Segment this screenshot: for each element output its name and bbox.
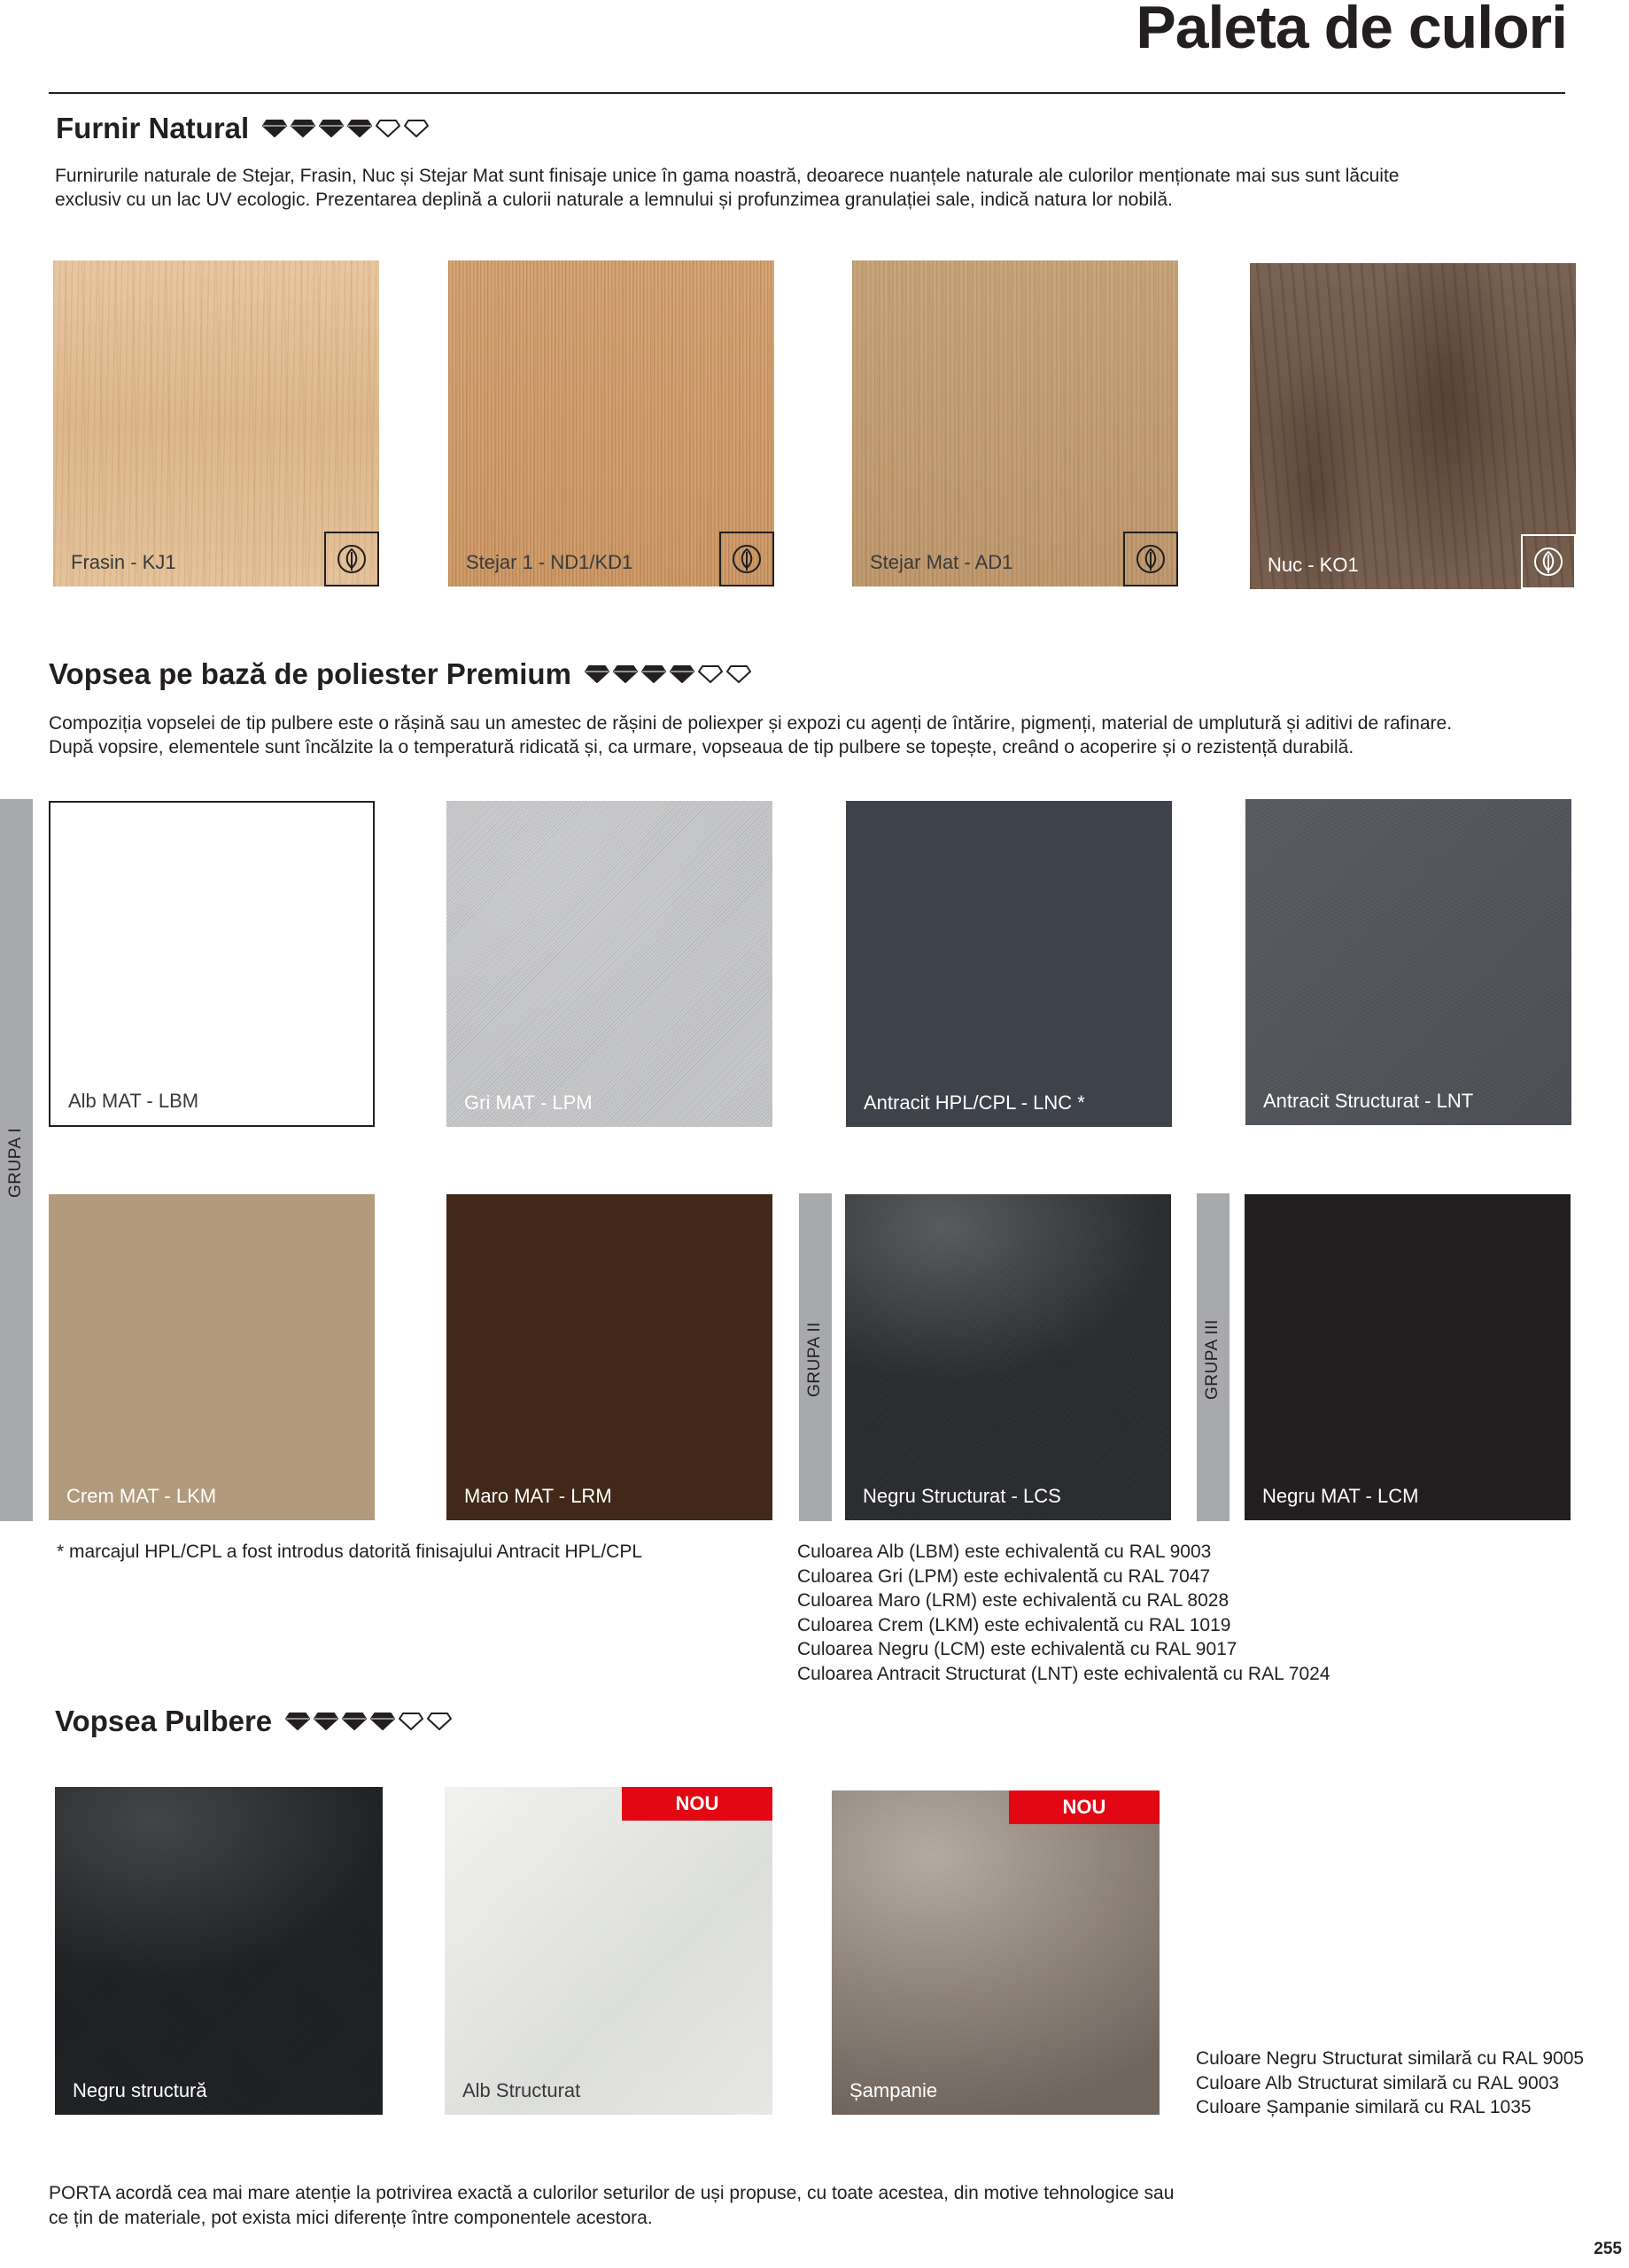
ral-note: Culoarea Alb (LBM) este echivalentă cu RAL 9003 bbox=[797, 1542, 1212, 1562]
swatch-frasin[interactable] bbox=[53, 260, 379, 586]
swatch-nuc[interactable] bbox=[1250, 263, 1576, 589]
disclaimer bbox=[49, 2181, 1174, 2230]
swatch-stejar-1[interactable] bbox=[448, 260, 774, 586]
ral-note: Culoarea Antracit Structurat (LNT) este echivalentă cu RAL 7024 bbox=[797, 1663, 1330, 1684]
swatch-gri-mat[interactable] bbox=[446, 801, 772, 1127]
swatch-alb-mat[interactable] bbox=[49, 801, 375, 1127]
swatch-label: Stejar Mat - AD1 bbox=[870, 551, 1013, 573]
swatch-label: Șampanie bbox=[849, 2079, 938, 2101]
diamond-outline-icon bbox=[403, 119, 430, 138]
swatch-label: Negru MAT - LCM bbox=[1262, 1485, 1419, 1507]
ral-note: Culoarea Maro (LRM) este echivalentă cu RAL 8028 bbox=[797, 1590, 1230, 1611]
poliester-title-text: Vopsea pe bază de poliester Premium bbox=[49, 657, 571, 690]
swatch-label: Antracit HPL/CPL - LNC * bbox=[864, 1091, 1085, 1114]
poliester-description-line: Compoziția vopselei de tip pulbere este o rășină sau un amestec de rășini de poliexper și expozi cu agenți de întărire, pigmenți, material de umplutură și aditivi de rafinare. bbox=[49, 713, 1453, 734]
swatch-label: Negru structură bbox=[73, 2079, 207, 2101]
page-number: 255 bbox=[1594, 2240, 1622, 2258]
swatch-negru-structurat[interactable] bbox=[845, 1194, 1171, 1520]
swatch-label: Alb MAT - LBM bbox=[68, 1090, 199, 1112]
leaf-icon bbox=[1521, 534, 1576, 589]
leaf-icon bbox=[719, 532, 774, 586]
diamond-outline-icon bbox=[398, 1712, 424, 1731]
hpl-footnote bbox=[57, 1540, 642, 1565]
diamond-filled-icon bbox=[346, 119, 373, 138]
swatch-label: Frasin - KJ1 bbox=[71, 551, 176, 573]
swatch-maro-mat[interactable] bbox=[446, 1194, 772, 1520]
swatch-label: Nuc - KO1 bbox=[1268, 554, 1359, 576]
diamond-filled-icon bbox=[612, 664, 639, 684]
diamond-outline-icon bbox=[697, 664, 724, 684]
swatch-antracit-structurat[interactable] bbox=[1245, 799, 1571, 1125]
swatch-label: Stejar 1 - ND1/KD1 bbox=[466, 551, 633, 573]
swatch-antracit-hpl[interactable] bbox=[846, 801, 1172, 1127]
ral-note: Culoarea Gri (LPM) este echivalentă cu RAL 7047 bbox=[797, 1565, 1211, 1587]
new-badge: NOU bbox=[1009, 1790, 1160, 1824]
swatch-negru-mat[interactable] bbox=[1245, 1194, 1571, 1520]
group-label-grupa-3: GRUPA III bbox=[1203, 1319, 1222, 1400]
diamond-outline-icon bbox=[725, 664, 752, 684]
diamond-filled-icon bbox=[369, 1712, 396, 1731]
diamond-filled-icon bbox=[313, 1712, 339, 1731]
poliester-ral-notes bbox=[797, 1540, 1330, 1686]
leaf-icon bbox=[324, 532, 379, 586]
diamond-outline-icon bbox=[426, 1712, 453, 1731]
footnote-text: * marcajul HPL/CPL a fost introdus datorită finisajului Antracit HPL/CPL bbox=[57, 1542, 643, 1562]
swatch-stejar-mat[interactable] bbox=[852, 260, 1178, 586]
diamond-filled-icon bbox=[261, 119, 288, 138]
diamond-filled-icon bbox=[318, 119, 345, 138]
furnir-section-title bbox=[56, 112, 430, 145]
diamond-filled-icon bbox=[284, 1712, 311, 1731]
pulbere-rating bbox=[284, 1712, 453, 1731]
diamond-filled-icon bbox=[640, 664, 667, 684]
poliester-section-title bbox=[49, 657, 752, 691]
furnir-description-line: Furnirurile naturale de Stejar, Frasin, Nuc și Stejar Mat sunt finisaje unice în gama noastră, deoarece nuanțele naturale ale culorilor menționate mai sus sunt lăcuite bbox=[55, 166, 1400, 186]
diamond-filled-icon bbox=[341, 1712, 368, 1731]
pulbere-ral-notes bbox=[1196, 2047, 1584, 2120]
title-divider bbox=[49, 92, 1565, 94]
group-label-grupa-2: GRUPA II bbox=[805, 1322, 824, 1397]
furnir-description-line: exclusiv cu un lac UV ecologic. Prezentarea deplină a culorii naturale a lemnului și profunzimea granulației sale, indică natura lor nobilă. bbox=[55, 190, 1173, 210]
diamond-filled-icon bbox=[290, 119, 316, 138]
ral-note: Culoare Alb Structurat similară cu RAL 9003 bbox=[1196, 2072, 1560, 2093]
disclaimer-line: ce țin de materiale, pot exista mici diferențe între componentele acestora. bbox=[49, 2207, 653, 2228]
swatch-label: Negru Structurat - LCS bbox=[863, 1485, 1061, 1507]
swatch-label: Maro MAT - LRM bbox=[464, 1485, 612, 1507]
group-label-grupa-1: GRUPA I bbox=[6, 1127, 25, 1198]
disclaimer-line: PORTA acordă cea mai mare atenție la potrivirea exactă a culorilor seturilor de uși propuse, cu toate acestea, din motive tehnologice sau bbox=[49, 2183, 1175, 2203]
swatch-negru-structura[interactable] bbox=[55, 1787, 383, 2115]
pulbere-title-text: Vopsea Pulbere bbox=[55, 1705, 273, 1737]
poliester-description-line: După vopsire, elementele sunt încălzite la o temperatură ridicată și, ca urmare, vopseaua de tip pulbere se topește, creând o acoperire și o rezistență durabilă. bbox=[49, 737, 1354, 757]
poliester-rating bbox=[584, 664, 752, 684]
swatch-label: Gri MAT - LPM bbox=[464, 1091, 593, 1114]
swatch-label: Antracit Structurat - LNT bbox=[1263, 1090, 1474, 1112]
ral-note: Culoare Negru Structurat similară cu RAL 9005 bbox=[1196, 2048, 1585, 2069]
ral-note: Culoare Șampanie similară cu RAL 1035 bbox=[1196, 2097, 1532, 2117]
ral-note: Culoarea Negru (LCM) este echivalentă cu RAL 9017 bbox=[797, 1639, 1237, 1659]
furnir-description bbox=[55, 164, 1543, 212]
poliester-description bbox=[49, 711, 1572, 759]
swatch-alb-structurat[interactable] bbox=[445, 1787, 772, 2115]
swatch-crem-mat[interactable] bbox=[49, 1194, 375, 1520]
furnir-rating bbox=[261, 119, 430, 138]
furnir-title-text: Furnir Natural bbox=[56, 112, 250, 144]
page-title: Paleta de culori bbox=[1136, 0, 1567, 61]
pulbere-section-title bbox=[55, 1705, 453, 1738]
swatch-label: Alb Structurat bbox=[462, 2079, 581, 2101]
swatch-sampanie[interactable] bbox=[832, 1790, 1160, 2115]
diamond-filled-icon bbox=[669, 664, 695, 684]
ral-note: Culoarea Crem (LKM) este echivalentă cu RAL 1019 bbox=[797, 1614, 1231, 1635]
diamond-outline-icon bbox=[375, 119, 401, 138]
diamond-filled-icon bbox=[584, 664, 610, 684]
new-badge: NOU bbox=[622, 1787, 772, 1821]
leaf-icon bbox=[1123, 532, 1178, 586]
swatch-label: Crem MAT - LKM bbox=[66, 1485, 217, 1507]
